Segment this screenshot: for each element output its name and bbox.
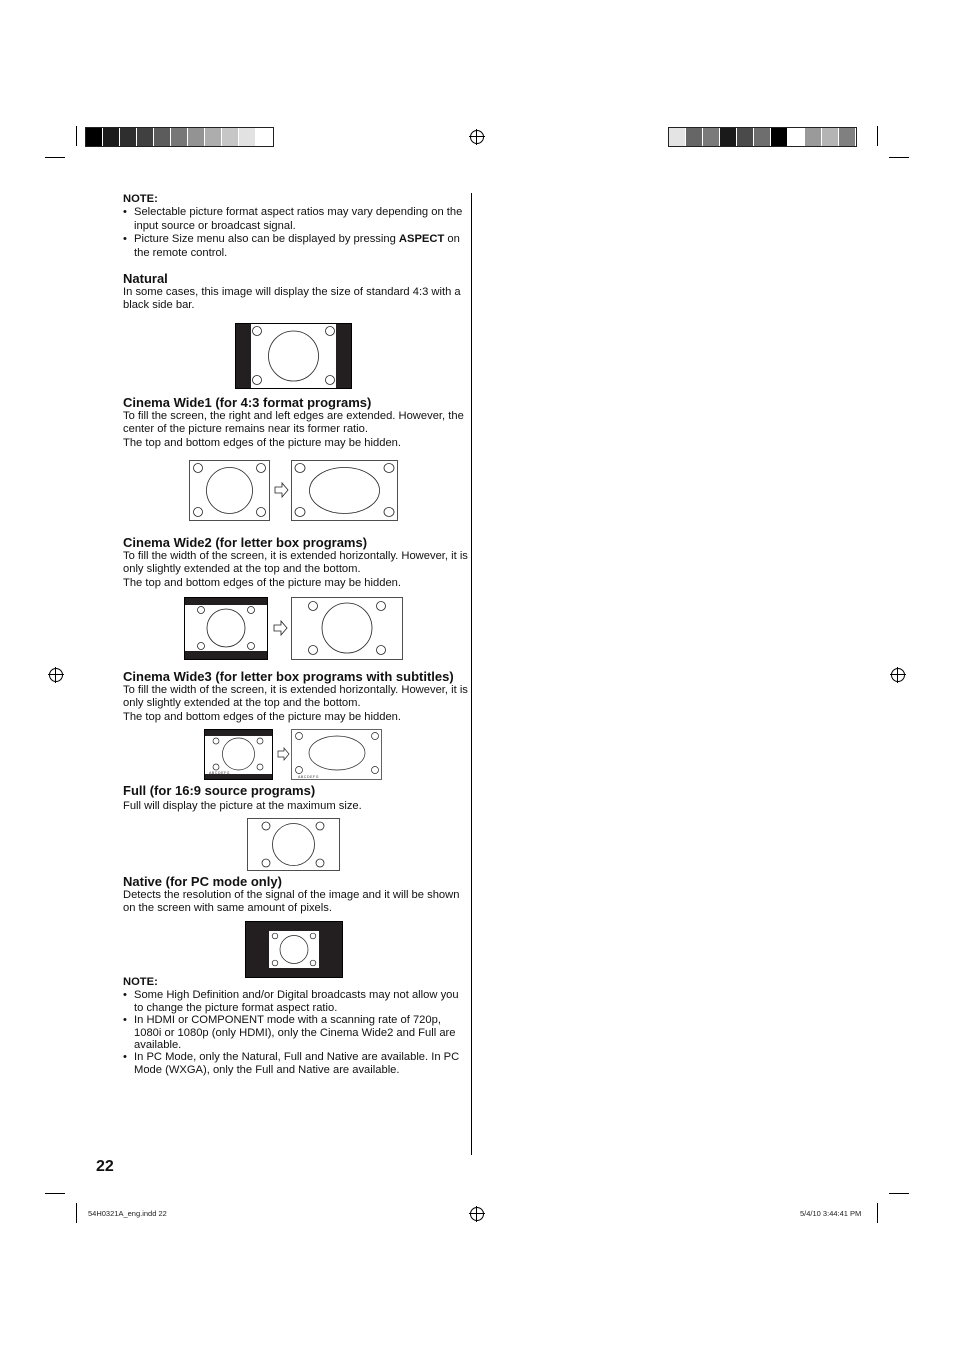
color-swatch <box>720 128 737 146</box>
crop-mark <box>45 1193 65 1194</box>
color-swatch <box>103 128 120 146</box>
registration-mark-icon <box>470 1207 484 1221</box>
registration-mark-icon <box>470 130 484 144</box>
registration-mark-icon <box>891 668 905 682</box>
note-item: • In PC Mode, only the Natural, Full and Native are available. In PC Mode (WXGA), only the Full and Native are available. <box>123 1051 468 1076</box>
note-item: • Some High Definition and/or Digital broadcasts may not allow you to change the picture format aspect ratio. <box>123 989 468 1014</box>
column-divider <box>471 193 472 1155</box>
left-color-bar <box>85 127 274 147</box>
color-swatch <box>737 128 754 146</box>
footer-file-name: 54H0321A_eng.indd 22 <box>88 1209 167 1218</box>
crop-mark <box>889 1193 909 1194</box>
page-number: 22 <box>96 1158 114 1175</box>
section-title: Cinema Wide1 (for 4:3 format programs) <box>123 395 372 410</box>
color-swatch <box>171 128 188 146</box>
section-text: To fill the screen, the right and left edges are extended. However, the center of the picture remains near its former ratio. <box>123 410 464 436</box>
color-swatch <box>822 128 839 146</box>
crop-mark <box>45 157 65 158</box>
color-swatch <box>771 128 788 146</box>
color-swatch <box>239 128 256 146</box>
note-heading: NOTE: <box>123 193 158 205</box>
crop-mark <box>877 126 878 146</box>
section-title: Cinema Wide3 (for letter box programs with subtitles) <box>123 669 454 684</box>
color-swatch <box>137 128 154 146</box>
right-color-bar <box>668 127 857 147</box>
footer-timestamp: 5/4/10 3:44:41 PM <box>800 1209 862 1218</box>
color-swatch <box>805 128 822 146</box>
note-top <box>123 193 468 260</box>
section-natural <box>123 271 468 313</box>
section-title: Cinema Wide2 (for letter box programs) <box>123 535 368 550</box>
cinema-wide2-diagram <box>184 597 404 661</box>
section-native <box>123 874 468 916</box>
crop-mark <box>889 157 909 158</box>
color-swatch <box>222 128 239 146</box>
subtitle-sample-left: ABCDEFG <box>209 771 231 775</box>
note-item: • Selectable picture format aspect ratios may vary depending on the input source or broadcast signal. <box>123 206 468 233</box>
subtitle-sample-right: ABCDEFG <box>298 775 320 779</box>
color-swatch <box>256 128 273 146</box>
color-swatch <box>205 128 222 146</box>
section-text: The top and bottom edges of the picture may be hidden. <box>123 710 402 723</box>
crop-mark <box>76 1203 77 1223</box>
note-item: • In HDMI or COMPONENT mode with a scanning rate of 720p, 1080i or 1080p (only HDMI), only the Cinema Wide2 and Full are available. <box>123 1014 468 1051</box>
color-swatch <box>703 128 720 146</box>
crop-mark <box>877 1203 878 1223</box>
color-swatch <box>188 128 205 146</box>
note-item: • Picture Size menu also can be displayed by pressing ASPECT on the remote control. <box>123 233 468 260</box>
section-text: To fill the width of the screen, it is extended horizontally. However, it is only slightly extended at the top and the bottom. <box>123 550 468 576</box>
color-swatch <box>86 128 103 146</box>
section-text: To fill the width of the screen, it is extended horizontally. However, it is only slightly extended at the top and the bottom. <box>123 684 468 710</box>
section-text: The top and bottom edges of the picture may be hidden. <box>123 436 402 449</box>
crop-mark <box>76 126 77 146</box>
section-text: Detects the resolution of the signal of the image and it will be shown on the screen with same amount of pixels. <box>123 889 460 915</box>
section-title: Native (for PC mode only) <box>123 874 282 889</box>
section-title: Full (for 16:9 source programs) <box>123 783 316 798</box>
section-cinema-wide1 <box>123 395 468 450</box>
aspect-keyword: ASPECT <box>398 233 445 246</box>
full-diagram <box>247 818 341 872</box>
section-full <box>123 783 468 813</box>
color-swatch <box>788 128 805 146</box>
native-diagram <box>245 921 344 979</box>
section-text: Full will display the picture at the maximum size. <box>123 800 362 812</box>
section-text: The top and bottom edges of the picture may be hidden. <box>123 576 402 589</box>
color-swatch <box>669 128 686 146</box>
section-cinema-wide2 <box>123 535 468 590</box>
color-swatch <box>154 128 171 146</box>
note-heading: NOTE: <box>123 976 158 988</box>
cinema-wide3-diagram <box>204 729 384 781</box>
natural-diagram <box>235 323 352 389</box>
cinema-wide1-diagram <box>189 460 399 522</box>
color-swatch <box>120 128 137 146</box>
registration-mark-icon <box>49 668 63 682</box>
note-bottom <box>123 976 468 1076</box>
section-text: In some cases, this image will display the size of standard 4:3 with a black side bar. <box>123 286 461 312</box>
color-swatch <box>839 128 856 146</box>
color-swatch <box>686 128 703 146</box>
section-title: Natural <box>123 271 168 286</box>
section-cinema-wide3 <box>123 669 468 724</box>
color-swatch <box>754 128 771 146</box>
